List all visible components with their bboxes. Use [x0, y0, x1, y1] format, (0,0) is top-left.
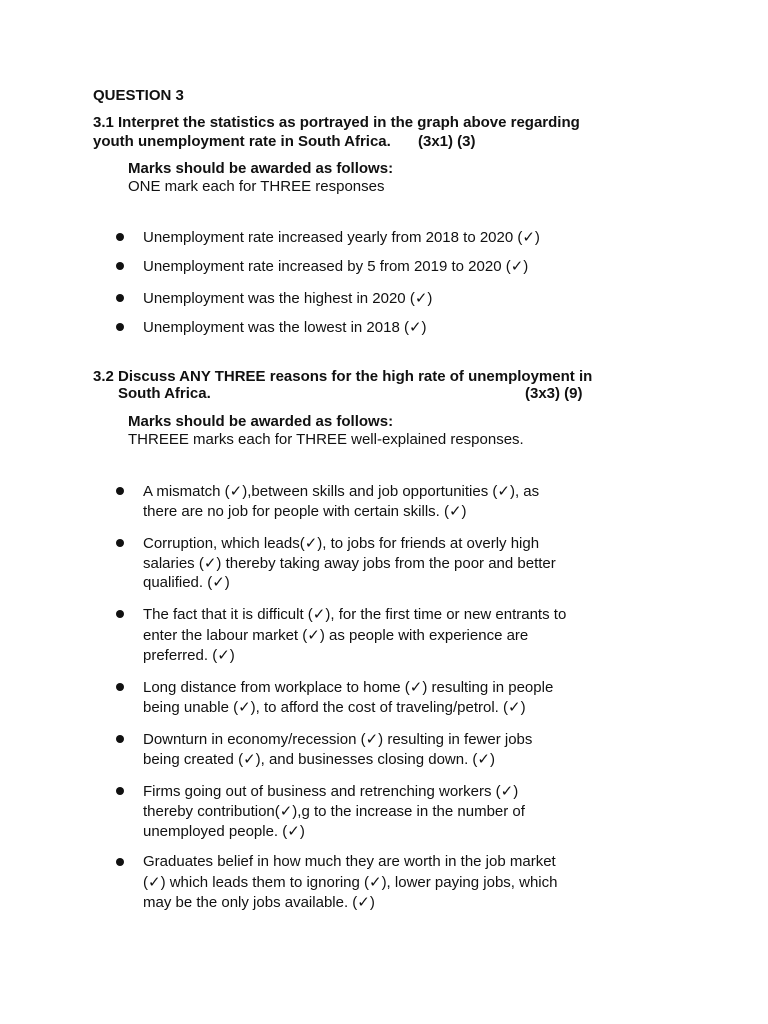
q31-bullet-4: Unemployment was the lowest in 2018 (✓) [143, 319, 427, 336]
bullet-dot [116, 735, 124, 743]
q31-bullet-2: Unemployment rate increased by 5 from 2019 to 2020 (✓) [143, 258, 529, 275]
bullet-dot [116, 233, 124, 241]
q32-marks-note: THREEE marks each for THREE well-explained responses. [128, 431, 524, 448]
q32-bullet-7-line-2: (✓) which leads them to ignoring (✓), lower paying jobs, which [143, 874, 558, 891]
q32-bullet-3-line-1: The fact that it is difficult (✓), for the first time or new entrants to [143, 606, 567, 623]
q32-bullet-3-line-2: enter the labour market (✓) as people with experience are [143, 627, 529, 644]
q31-bullet-3: Unemployment was the highest in 2020 (✓) [143, 290, 433, 307]
q32-bullet-2-line-2: salaries (✓) thereby taking away jobs from the poor and better [143, 555, 556, 572]
bullet-dot [116, 487, 124, 495]
bullet-dot [116, 294, 124, 302]
q32-bullet-2-line-3: qualified. (✓) [143, 574, 230, 591]
bullet-dot [116, 539, 124, 547]
bullet-dot [116, 787, 124, 795]
q31-marks-note: ONE mark each for THREE responses [128, 178, 385, 195]
q32-bullet-7-line-1: Graduates belief in how much they are worth in the job market [143, 853, 556, 870]
q32-bullet-6-line-1: Firms going out of business and retrenching workers (✓) [143, 783, 519, 800]
q32-bullet-5-line-2: being created (✓), and businesses closing down. (✓) [143, 751, 495, 768]
q32-bullet-4-line-1: Long distance from workplace to home (✓) resulting in people [143, 679, 554, 696]
q32-bullet-3-line-3: preferred. (✓) [143, 647, 235, 664]
q32-marks-heading: Marks should be awarded as follows: [128, 413, 394, 430]
q32-bullet-5-line-1: Downturn in economy/recession (✓) resulting in fewer jobs [143, 731, 533, 748]
q32-bullet-1-line-1: A mismatch (✓),between skills and job opportunities (✓), as [143, 483, 540, 500]
q31-marks-heading: Marks should be awarded as follows: [128, 160, 394, 177]
q32-bullet-7-line-3: may be the only jobs available. (✓) [143, 894, 375, 911]
q32-bullet-1-line-2: there are no job for people with certain skills. (✓) [143, 503, 467, 520]
q32-line2: South Africa. [118, 385, 211, 402]
q32-bullet-6-line-3: unemployed people. (✓) [143, 823, 305, 840]
bullet-dot [116, 858, 124, 866]
bullet-dot [116, 323, 124, 331]
q32-marks: (3x3) (9) [525, 385, 583, 402]
q32-line1: 3.2 Discuss ANY THREE reasons for the high rate of unemployment in [93, 368, 593, 385]
q31-bullet-1: Unemployment rate increased yearly from 2018 to 2020 (✓) [143, 229, 540, 246]
q32-bullet-4-line-2: being unable (✓), to afford the cost of traveling/petrol. (✓) [143, 699, 526, 716]
q31-marks: (3x1) (3) [418, 133, 476, 150]
bullet-dot [116, 610, 124, 618]
q32-bullet-2-line-1: Corruption, which leads(✓), to jobs for friends at overly high [143, 535, 540, 552]
bullet-dot [116, 683, 124, 691]
bullet-dot [116, 262, 124, 270]
q31-line2: youth unemployment rate in South Africa. [93, 133, 391, 150]
question-heading: QUESTION 3 [93, 87, 184, 104]
q32-bullet-6-line-2: thereby contribution(✓),g to the increase in the number of [143, 803, 525, 820]
q31-line1: 3.1 Interpret the statistics as portrayed in the graph above regarding [93, 114, 580, 131]
